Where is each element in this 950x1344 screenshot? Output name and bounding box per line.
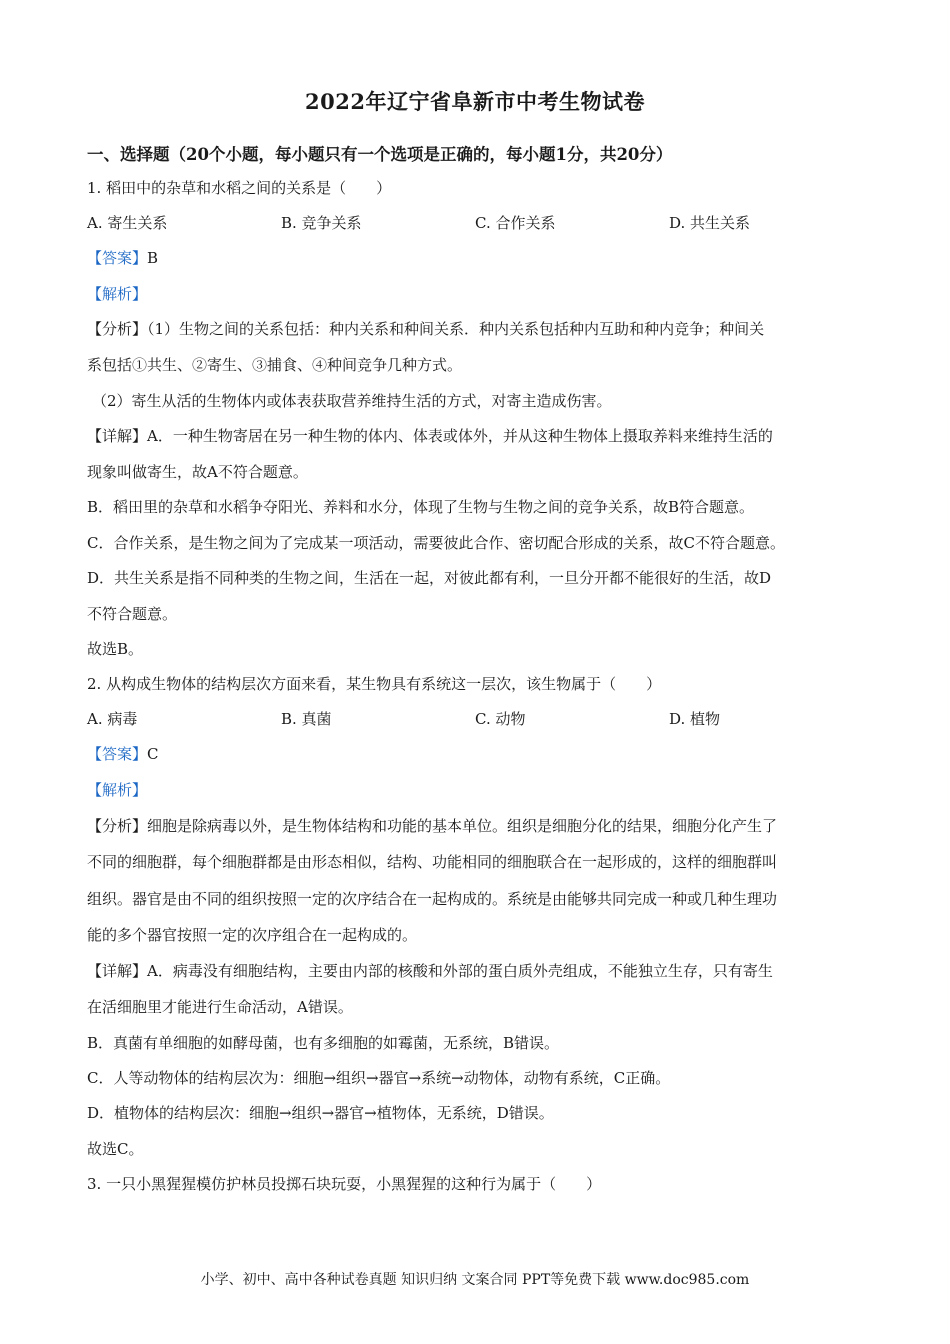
- q2-option-b: B. 真菌: [281, 710, 332, 728]
- q1-option-a: A. 寄生关系: [87, 214, 168, 232]
- q1-analysis-heading: [87, 284, 147, 304]
- q1-detail-d2: 不符合题意。: [87, 605, 178, 623]
- q1-fenxi-line-2: 系包括①共生、②寄生、③捕食、④种间竞争几种方式。: [87, 356, 463, 374]
- q1-answer-value: B: [147, 249, 159, 267]
- q2-conclusion: 故选C。: [87, 1140, 144, 1158]
- page-title: 2022年辽宁省阜新市中考生物试卷: [305, 89, 645, 114]
- q1-option-b: B. 竞争关系: [281, 214, 362, 232]
- q2-detail-line-2: 在活细胞里才能进行生命活动，A错误。: [87, 998, 353, 1016]
- page-footer: 小学、初中、高中各种试卷真题 知识归纳 文案合同 PPT等免费下载 www.doc985.com: [200, 1272, 750, 1288]
- q2-fenxi-line-1: [87, 816, 777, 836]
- q1-fenxi-line-3: （2）寄生从活的生物体内或体表获取营养维持生活的方式，对寄主造成伤害。: [92, 392, 612, 410]
- q1-option-c: C. 合作关系: [475, 214, 556, 232]
- q1-fenxi-text-1: （1）生物之间的关系包括：种内关系和种间关系．种内关系包括种内互助和种内竞争；种间关: [147, 320, 765, 338]
- q1-detail-line-2: 现象叫做寄生，故A不符合题意。: [87, 463, 308, 481]
- analysis-tag: 【解析】: [87, 781, 148, 799]
- q1-detail-line-1: [87, 426, 773, 446]
- answer-tag: 【答案】: [87, 249, 148, 267]
- q1-stem: 1. 稻田中的杂草和水稻之间的关系是（ ）: [87, 179, 392, 197]
- q1-detail-text-a1: A．一种生物寄居在另一种生物的体内、体表或体外，并从这种生物体上摄取养料来维持生活的: [147, 427, 773, 445]
- q2-fenxi-line-3: 组织。器官是由不同的组织按照一定的次序结合在一起构成的。系统是由能够共同完成一种或几种生理功: [87, 890, 778, 908]
- q1-detail-d1: D．共生关系是指不同种类的生物之间，生活在一起，对彼此都有利，一旦分开都不能很好的生活，故D: [87, 569, 772, 587]
- q2-detail-d: D．植物体的结构层次：细胞→组织→器官→植物体，无系统，D错误。: [87, 1104, 554, 1122]
- q2-detail-c: C．人等动物体的结构层次为：细胞→组织→器官→系统→动物体，动物有系统，C正确。: [87, 1069, 671, 1087]
- xiangjie-tag: 【详解】: [87, 427, 148, 445]
- q2-fenxi-line-4: 能的多个器官按照一定的次序组合在一起构成的。: [87, 926, 418, 944]
- q2-stem: 2. 从构成生物体的结构层次方面来看，某生物具有系统这一层次，该生物属于（ ）: [87, 675, 662, 693]
- q2-option-a: A. 病毒: [87, 710, 138, 728]
- q3-stem: 3. 一只小黑猩猩模仿护林员投掷石块玩耍，小黑猩猩的这种行为属于（ ）: [87, 1175, 602, 1193]
- fenxi-tag: 【分析】: [87, 320, 148, 338]
- q2-detail-line-1: [87, 961, 773, 981]
- q1-fenxi-line-1: [87, 319, 764, 339]
- section-header: 一、选择题（20个小题，每小题只有一个选项是正确的，每小题1分，共20分）: [87, 145, 673, 164]
- xiangjie-tag: 【详解】: [87, 962, 148, 980]
- q1-detail-c: C．合作关系，是生物之间为了完成某一项活动，需要彼此合作、密切配合形成的关系，故C不符合题意。: [87, 534, 785, 552]
- q1-answer: [87, 248, 158, 268]
- q1-conclusion: 故选B。: [87, 640, 144, 658]
- q2-fenxi-text-1: 细胞是除病毒以外，是生物体结构和功能的基本单位。组织是细胞分化的结果，细胞分化产生了: [147, 817, 778, 835]
- q2-option-c: C. 动物: [475, 710, 526, 728]
- q2-analysis-heading: [87, 780, 147, 800]
- q2-answer: [87, 744, 159, 764]
- q1-option-d: D. 共生关系: [669, 214, 751, 232]
- q1-detail-b: B．稻田里的杂草和水稻争夺阳光、养料和水分，体现了生物与生物之间的竞争关系，故B符合题意。: [87, 498, 755, 516]
- q2-fenxi-line-2: 不同的细胞群，每个细胞群都是由形态相似，结构、功能相同的细胞联合在一起形成的，这样的细胞群叫: [87, 853, 778, 871]
- analysis-tag: 【解析】: [87, 285, 148, 303]
- answer-tag: 【答案】: [87, 745, 148, 763]
- fenxi-tag: 【分析】: [87, 817, 148, 835]
- q2-answer-value: C: [147, 745, 159, 763]
- q2-option-d: D. 植物: [669, 710, 721, 728]
- q2-detail-b: B．真菌有单细胞的如酵母菌，也有多细胞的如霉菌，无系统，B错误。: [87, 1034, 560, 1052]
- q2-detail-text-a1: A．病毒没有细胞结构，主要由内部的核酸和外部的蛋白质外壳组成，不能独立生存，只有寄生: [147, 962, 773, 980]
